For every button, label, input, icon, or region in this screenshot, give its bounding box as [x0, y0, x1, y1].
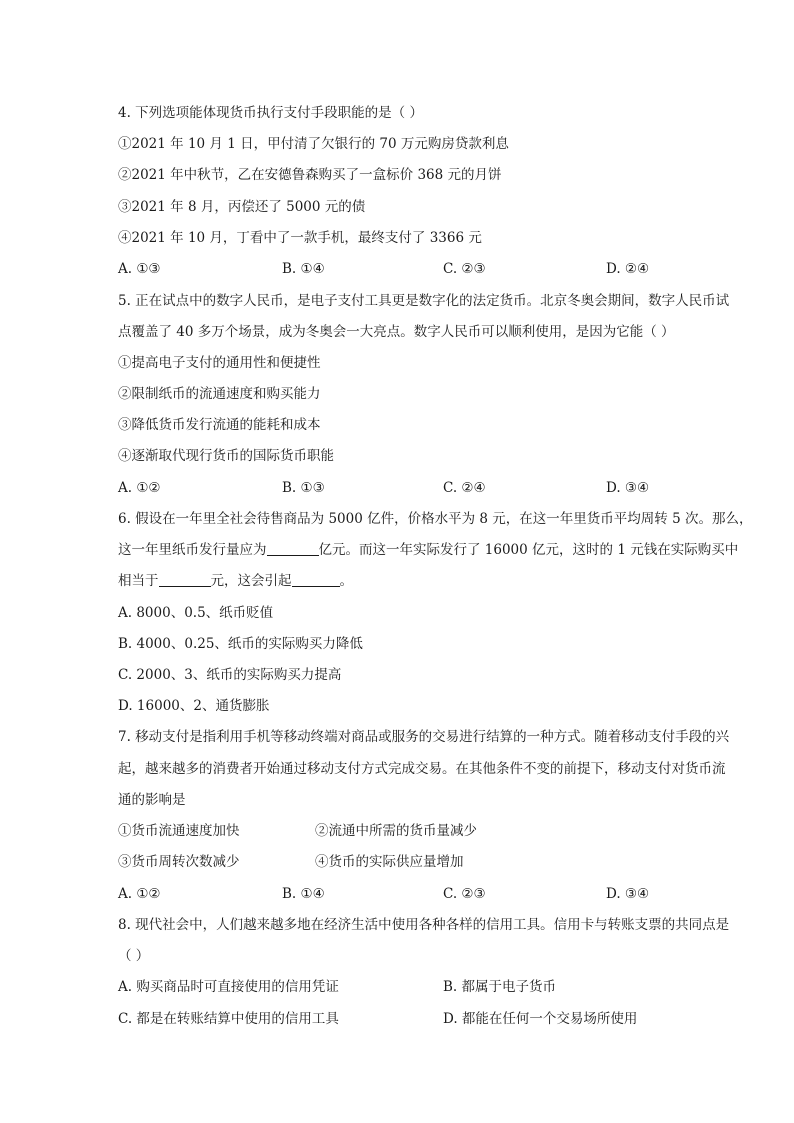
q5-item-1: ①提高电子支付的通用性和便捷性	[118, 355, 321, 371]
answer-blank-2	[159, 572, 211, 587]
q6-stem-line-3	[118, 571, 754, 591]
q6-option-b: B. 4000、0.25、纸币的实际购买力降低	[118, 636, 363, 652]
q8-stem-line-2: （ ）	[118, 948, 150, 964]
q5-stem-line-2: 点覆盖了 40 多万个场景，成为冬奥会一大亮点。数字人民币可以顺利使用，是因为它能（ ）	[118, 324, 675, 340]
q7-stem-line-2: 起，越来越多的消费者开始通过移动支付方式完成交易。在其他条件不变的前提下，移动支付对货币流	[118, 761, 726, 777]
q7-item-4: ④货币的实际供应量增加	[315, 854, 464, 870]
q4-item-3: ③2021 年 8 月，丙偿还了 5000 元的债	[118, 199, 366, 215]
q8-option-d: D. 都能在任何一个交易场所使用	[443, 1011, 638, 1027]
q4-item-4: ④2021 年 10 月，丁看中了一款手机，最终支付了 3366 元	[118, 230, 482, 246]
q6-line3-text-c: 。	[339, 573, 353, 589]
q7-item-1: ①货币流通速度加快	[118, 823, 240, 839]
q7-option-b: B. ①④	[282, 886, 325, 902]
q4-item-1: ①2021 年 10 月 1 日，甲付清了欠银行的 70 万元购房贷款利息	[118, 136, 509, 152]
q6-option-d: D. 16000、2、通货膨胀	[118, 698, 270, 714]
q6-option-c: C. 2000、3、纸币的实际购买力提高	[118, 667, 342, 683]
q8-stem-line-1: 8. 现代社会中，人们越来越多地在经济生活中使用各种各样的信用工具。信用卡与转账支票的共同点是	[118, 917, 730, 933]
q5-item-3: ③降低货币发行流通的能耗和成本	[118, 417, 321, 433]
q6-line3-text-a: 相当于	[118, 573, 159, 589]
q7-stem-line-3: 通的影响是	[118, 792, 186, 808]
q4-option-a: A. ①③	[118, 261, 161, 277]
q5-option-b: B. ①③	[282, 480, 325, 496]
q6-line3-text-b: 元，这会引起	[210, 573, 292, 589]
q7-option-d: D. ③④	[606, 886, 650, 902]
q6-stem-line-2	[118, 540, 754, 560]
q5-option-d: D. ③④	[606, 480, 650, 496]
q5-item-2: ②限制纸币的流通速度和购买能力	[118, 386, 321, 402]
q7-item-2: ②流通中所需的货币量减少	[315, 823, 477, 839]
q4-stem: 4. 下列选项能体现货币执行支付手段职能的是（ ）	[118, 105, 423, 121]
q6-option-a: A. 8000、0.5、纸币贬值	[118, 605, 274, 621]
q8-option-a: A. 购买商品时可直接使用的信用凭证	[118, 979, 339, 995]
q4-item-2: ②2021 年中秋节，乙在安德鲁森购买了一盒标价 368 元的月饼	[118, 167, 502, 183]
q5-option-c: C. ②④	[443, 480, 486, 496]
q5-option-a: A. ①②	[118, 480, 161, 496]
q7-option-a: A. ①②	[118, 886, 161, 902]
q7-option-c: C. ②③	[443, 886, 486, 902]
q4-option-c: C. ②③	[443, 261, 486, 277]
q6-stem-line-1: 6. 假设在一年里全社会待售商品为 5000 亿件，价格水平为 8 元，在这一年里货币平均周转 5 次。那么，	[118, 511, 753, 527]
q7-item-3: ③货币周转次数减少	[118, 854, 240, 870]
q5-stem-line-1: 5. 正在试点中的数字人民币，是电子支付工具更是数字化的法定货币。北京冬奥会期间，数字人民币试	[118, 293, 730, 309]
q6-line2-text-a: 这一年里纸币发行量应为	[118, 542, 267, 558]
answer-blank-1	[267, 541, 319, 556]
answer-blank-3	[292, 572, 340, 587]
q8-option-c: C. 都是在转账结算中使用的信用工具	[118, 1011, 339, 1027]
q8-option-b: B. 都属于电子货币	[443, 979, 557, 995]
q5-item-4: ④逐渐取代现行货币的国际货币职能	[118, 448, 334, 464]
q4-option-b: B. ①④	[282, 261, 325, 277]
q4-option-d: D. ②④	[606, 261, 650, 277]
q6-line2-text-b: 亿元。而这一年实际发行了 16000 亿元，这时的 1 元钱在实际购买中	[318, 542, 739, 558]
q7-stem-line-1: 7. 移动支付是指利用手机等移动终端对商品或服务的交易进行结算的一种方式。随着移动支付手段的兴	[118, 729, 730, 745]
